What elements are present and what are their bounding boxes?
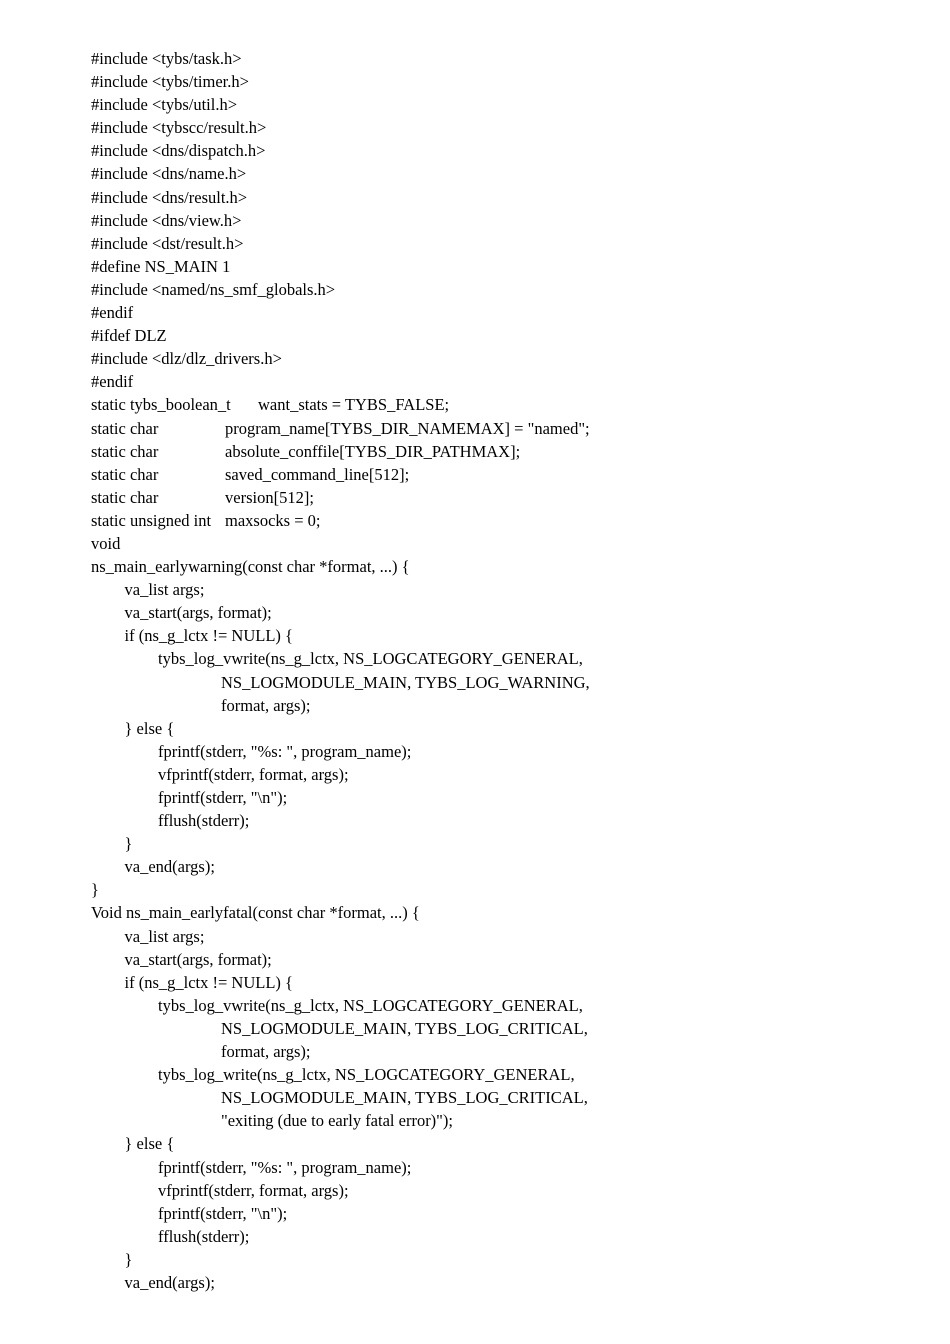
code-text: va_end(args);	[124, 1272, 215, 1292]
code-line	[91, 186, 590, 209]
code-line	[91, 417, 590, 440]
code-line	[91, 93, 590, 116]
code-line	[91, 694, 590, 717]
code-line	[91, 717, 590, 740]
code-line	[91, 878, 590, 901]
code-text: #include <dlz/dlz_drivers.h>	[91, 349, 282, 369]
code-text: } else {	[124, 1134, 175, 1154]
code-line	[91, 1109, 590, 1132]
code-line	[91, 393, 590, 416]
code-text: #include <tybscc/result.h>	[91, 118, 267, 138]
code-line	[91, 440, 590, 463]
code-line	[91, 601, 590, 624]
code-declaration-type: static char	[91, 487, 159, 507]
code-line	[91, 763, 590, 786]
code-line	[91, 1248, 590, 1271]
code-text: #define NS_MAIN 1	[91, 256, 231, 276]
code-text: ns_main_earlywarning(const char *format, ...) {	[91, 557, 410, 577]
code-text: fprintf(stderr, "%s: ", program_name);	[158, 741, 412, 761]
code-text: #include <dns/dispatch.h>	[91, 141, 266, 161]
code-line	[91, 324, 590, 347]
code-text: #include <named/ns_smf_globals.h>	[91, 279, 336, 299]
code-text: want_stats = TYBS_FALSE;	[258, 395, 450, 415]
code-line	[91, 555, 590, 578]
code-text: "exiting (due to early fatal error)");	[221, 1111, 453, 1131]
code-text: #include <dns/name.h>	[91, 164, 247, 184]
code-line	[91, 647, 590, 670]
code-line	[91, 948, 590, 971]
code-line	[91, 255, 590, 278]
code-line	[91, 1132, 590, 1155]
code-text: #include <tybs/task.h>	[91, 49, 242, 68]
code-text: program_name[TYBS_DIR_NAMEMAX] = "named";	[225, 418, 590, 438]
code-line	[91, 1202, 590, 1225]
code-line	[91, 624, 590, 647]
code-line	[91, 1225, 590, 1248]
code-text: fflush(stderr);	[158, 811, 250, 831]
code-text: NS_LOGMODULE_MAIN, TYBS_LOG_CRITICAL,	[221, 1018, 588, 1038]
code-line	[91, 925, 590, 948]
code-line	[91, 70, 590, 93]
code-text: NS_LOGMODULE_MAIN, TYBS_LOG_CRITICAL,	[221, 1088, 588, 1108]
code-declaration-type: static char	[91, 418, 159, 438]
code-line	[91, 139, 590, 162]
code-line	[91, 901, 590, 924]
code-text: if (ns_g_lctx != NULL) {	[124, 626, 293, 646]
code-declaration-type: static tybs_boolean_t	[91, 395, 231, 415]
code-declaration-type: static unsigned int	[91, 510, 212, 530]
code-text: fflush(stderr);	[158, 1226, 250, 1246]
code-line	[91, 994, 590, 1017]
code-text: #ifdef DLZ	[91, 326, 167, 346]
code-line	[91, 463, 590, 486]
code-text: maxsocks = 0;	[225, 510, 321, 530]
code-line	[91, 1017, 590, 1040]
code-line	[91, 832, 590, 855]
code-text: #endif	[91, 303, 134, 323]
code-text: fprintf(stderr, "%s: ", program_name);	[158, 1157, 412, 1177]
code-text: #include <dst/result.h>	[91, 233, 244, 253]
code-text: } else {	[124, 718, 175, 738]
code-line	[91, 162, 590, 185]
code-text: tybs_log_vwrite(ns_g_lctx, NS_LOGCATEGORY_GENERAL,	[158, 995, 583, 1015]
code-text: #include <tybs/util.h>	[91, 95, 238, 115]
code-text: if (ns_g_lctx != NULL) {	[124, 972, 293, 992]
code-line	[91, 855, 590, 878]
code-line	[91, 671, 590, 694]
code-line	[91, 1271, 590, 1294]
code-line	[91, 809, 590, 832]
code-line	[91, 232, 590, 255]
code-declaration-type: static char	[91, 441, 159, 461]
code-text: va_list args;	[124, 926, 205, 946]
code-line	[91, 116, 590, 139]
code-text: saved_command_line[512];	[225, 464, 410, 484]
code-line	[91, 1086, 590, 1109]
code-text: va_end(args);	[124, 857, 215, 877]
code-text: tybs_log_write(ns_g_lctx, NS_LOGCATEGORY_GENERAL,	[158, 1065, 575, 1085]
code-line	[91, 509, 590, 532]
code-line	[91, 786, 590, 809]
code-text: vfprintf(stderr, format, args);	[158, 764, 349, 784]
code-line	[91, 971, 590, 994]
code-text: #include <tybs/timer.h>	[91, 72, 249, 92]
code-text: #endif	[91, 372, 134, 392]
code-line	[91, 1179, 590, 1202]
code-text: va_start(args, format);	[124, 949, 272, 969]
code-text: format, args);	[221, 1042, 311, 1062]
code-line	[91, 578, 590, 601]
code-text: }	[124, 834, 133, 854]
code-text: fprintf(stderr, "\n");	[158, 788, 288, 807]
code-listing	[91, 47, 590, 1294]
code-text: tybs_log_vwrite(ns_g_lctx, NS_LOGCATEGORY_GENERAL,	[158, 649, 583, 669]
code-line	[91, 370, 590, 393]
code-text: }	[91, 880, 99, 900]
code-line	[91, 1156, 590, 1179]
code-text: va_list args;	[124, 580, 205, 600]
code-line	[91, 1063, 590, 1086]
code-text: format, args);	[221, 695, 311, 715]
code-line	[91, 740, 590, 763]
code-text: }	[124, 1249, 133, 1269]
code-text: vfprintf(stderr, format, args);	[158, 1180, 349, 1200]
code-declaration-type: static char	[91, 464, 159, 484]
code-line	[91, 532, 590, 555]
code-text: #include <dns/view.h>	[91, 210, 242, 230]
code-text: Void ns_main_earlyfatal(const char *format, ...) {	[91, 903, 420, 923]
code-line	[91, 347, 590, 370]
code-line	[91, 1040, 590, 1063]
code-text: va_start(args, format);	[124, 603, 272, 623]
code-line	[91, 301, 590, 324]
code-text: fprintf(stderr, "\n");	[158, 1203, 288, 1223]
code-text: version[512];	[225, 487, 314, 507]
code-line	[91, 209, 590, 232]
code-line	[91, 486, 590, 509]
code-line	[91, 278, 590, 301]
code-text: absolute_conffile[TYBS_DIR_PATHMAX];	[225, 441, 521, 461]
code-text: NS_LOGMODULE_MAIN, TYBS_LOG_WARNING,	[221, 672, 590, 692]
code-line	[91, 47, 590, 70]
code-text: #include <dns/result.h>	[91, 187, 248, 207]
code-text: void	[91, 533, 121, 553]
